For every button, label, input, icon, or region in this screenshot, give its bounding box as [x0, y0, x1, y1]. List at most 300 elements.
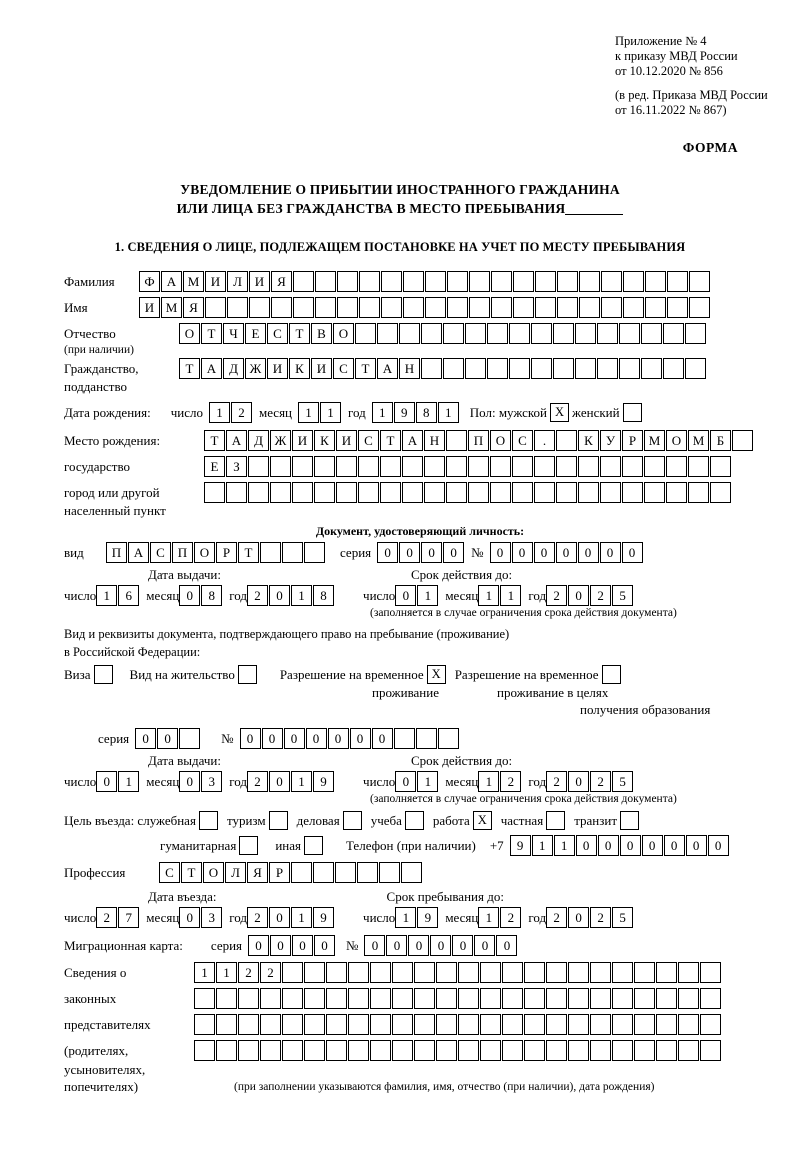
legal-rep-cells-4[interactable] — [194, 1040, 722, 1061]
form-cell[interactable] — [622, 482, 643, 503]
form-cell[interactable]: 0 — [568, 907, 589, 928]
form-cell[interactable] — [402, 456, 423, 477]
form-cell[interactable] — [468, 456, 489, 477]
form-cell[interactable] — [557, 271, 578, 292]
form-cell[interactable] — [524, 1014, 545, 1035]
form-cell[interactable]: 0 — [474, 935, 495, 956]
form-cell[interactable]: 1 — [500, 585, 521, 606]
birth-locality-cells[interactable] — [204, 482, 732, 503]
doc-kind-cells[interactable] — [106, 542, 326, 563]
form-cell[interactable] — [546, 962, 567, 983]
entry-day-cells[interactable] — [96, 907, 140, 928]
birth-month-cells[interactable] — [298, 402, 342, 423]
form-cell[interactable]: 0 — [157, 728, 178, 749]
form-cell[interactable]: Т — [355, 358, 376, 379]
form-cell[interactable]: 0 — [377, 542, 398, 563]
form-cell[interactable] — [381, 271, 402, 292]
form-cell[interactable]: 1 — [118, 771, 139, 792]
form-cell[interactable] — [380, 456, 401, 477]
form-cell[interactable]: 2 — [590, 771, 611, 792]
form-cell[interactable] — [414, 1014, 435, 1035]
form-cell[interactable] — [358, 456, 379, 477]
form-cell[interactable]: 2 — [238, 962, 259, 983]
birth-year-cells[interactable] — [372, 402, 460, 423]
form-cell[interactable]: В — [311, 323, 332, 344]
form-cell[interactable]: 1 — [478, 585, 499, 606]
form-cell[interactable]: О — [203, 862, 224, 883]
form-cell[interactable] — [469, 297, 490, 318]
form-cell[interactable] — [656, 962, 677, 983]
form-cell[interactable] — [480, 988, 501, 1009]
form-cell[interactable]: 0 — [372, 728, 393, 749]
form-cell[interactable] — [666, 482, 687, 503]
form-cell[interactable] — [700, 1040, 721, 1061]
form-cell[interactable] — [612, 1040, 633, 1061]
form-cell[interactable]: Я — [271, 271, 292, 292]
form-cell[interactable] — [403, 297, 424, 318]
form-cell[interactable] — [689, 271, 710, 292]
form-cell[interactable] — [291, 862, 312, 883]
form-cell[interactable] — [392, 1014, 413, 1035]
form-cell[interactable] — [688, 456, 709, 477]
form-cell[interactable]: С — [333, 358, 354, 379]
form-cell[interactable] — [357, 862, 378, 883]
doc-series-cells[interactable] — [377, 542, 465, 563]
checkbox-purpose-transit[interactable] — [620, 811, 639, 830]
form-cell[interactable] — [216, 988, 237, 1009]
form-cell[interactable]: 1 — [209, 402, 230, 423]
form-cell[interactable] — [282, 962, 303, 983]
form-cell[interactable] — [579, 297, 600, 318]
checkbox-female[interactable] — [623, 403, 642, 422]
form-cell[interactable] — [663, 358, 684, 379]
form-cell[interactable]: 0 — [708, 835, 729, 856]
form-cell[interactable] — [392, 988, 413, 1009]
form-cell[interactable]: 0 — [284, 728, 305, 749]
mcard-number-cells[interactable] — [364, 935, 518, 956]
profession-cells[interactable] — [159, 862, 423, 883]
form-cell[interactable]: 0 — [179, 907, 200, 928]
birth-state-cells[interactable] — [204, 430, 754, 451]
form-cell[interactable] — [260, 988, 281, 1009]
form-cell[interactable]: 1 — [194, 962, 215, 983]
form-cell[interactable] — [663, 323, 684, 344]
birth-city-cells[interactable] — [204, 456, 732, 477]
checkbox-purpose-business[interactable] — [343, 811, 362, 830]
form-cell[interactable]: 0 — [395, 771, 416, 792]
checkbox-purpose-work[interactable]: X — [473, 811, 492, 830]
form-cell[interactable]: 0 — [262, 728, 283, 749]
form-cell[interactable] — [443, 323, 464, 344]
form-cell[interactable] — [446, 482, 467, 503]
form-cell[interactable]: 7 — [118, 907, 139, 928]
form-cell[interactable] — [370, 1014, 391, 1035]
form-cell[interactable] — [513, 271, 534, 292]
form-cell[interactable] — [458, 1014, 479, 1035]
form-cell[interactable] — [502, 1040, 523, 1061]
form-cell[interactable] — [689, 297, 710, 318]
form-cell[interactable]: 0 — [386, 935, 407, 956]
form-cell[interactable] — [490, 482, 511, 503]
form-cell[interactable] — [590, 1040, 611, 1061]
form-cell[interactable]: Т — [289, 323, 310, 344]
form-cell[interactable] — [381, 297, 402, 318]
permit-issue-day-cells[interactable] — [96, 771, 140, 792]
form-cell[interactable]: 0 — [620, 835, 641, 856]
form-cell[interactable] — [600, 456, 621, 477]
permit-issue-year-cells[interactable] — [247, 771, 335, 792]
form-cell[interactable] — [424, 482, 445, 503]
form-cell[interactable]: А — [402, 430, 423, 451]
form-cell[interactable] — [491, 297, 512, 318]
doc-valid-year-cells[interactable] — [546, 585, 634, 606]
form-cell[interactable]: 1 — [320, 402, 341, 423]
permit-issue-month-cells[interactable] — [179, 771, 223, 792]
form-cell[interactable]: 1 — [417, 771, 438, 792]
form-cell[interactable]: О — [666, 430, 687, 451]
form-cell[interactable] — [292, 456, 313, 477]
form-cell[interactable] — [490, 456, 511, 477]
form-cell[interactable] — [304, 962, 325, 983]
form-cell[interactable] — [531, 323, 552, 344]
form-cell[interactable]: Р — [622, 430, 643, 451]
form-cell[interactable] — [424, 456, 445, 477]
form-cell[interactable] — [282, 1040, 303, 1061]
form-cell[interactable] — [600, 482, 621, 503]
form-cell[interactable]: Е — [245, 323, 266, 344]
form-cell[interactable] — [370, 962, 391, 983]
form-cell[interactable]: Т — [238, 542, 259, 563]
form-cell[interactable]: А — [201, 358, 222, 379]
form-cell[interactable] — [700, 962, 721, 983]
form-cell[interactable] — [348, 1014, 369, 1035]
form-cell[interactable] — [612, 962, 633, 983]
form-cell[interactable] — [337, 271, 358, 292]
form-cell[interactable] — [667, 271, 688, 292]
form-cell[interactable]: Р — [269, 862, 290, 883]
form-cell[interactable] — [436, 1040, 457, 1061]
form-cell[interactable] — [394, 728, 415, 749]
form-cell[interactable]: 3 — [201, 771, 222, 792]
form-cell[interactable] — [556, 482, 577, 503]
form-cell[interactable] — [370, 988, 391, 1009]
form-cell[interactable] — [641, 323, 662, 344]
patronymic-cells[interactable] — [179, 323, 707, 344]
form-cell[interactable]: М — [688, 430, 709, 451]
doc-issue-month-cells[interactable] — [179, 585, 223, 606]
form-cell[interactable] — [326, 1040, 347, 1061]
form-cell[interactable] — [502, 962, 523, 983]
form-cell[interactable] — [336, 456, 357, 477]
form-cell[interactable] — [249, 297, 270, 318]
form-cell[interactable]: Т — [179, 358, 200, 379]
form-cell[interactable] — [480, 1040, 501, 1061]
form-cell[interactable] — [678, 1040, 699, 1061]
form-cell[interactable]: 0 — [600, 542, 621, 563]
form-cell[interactable] — [710, 456, 731, 477]
form-cell[interactable]: И — [336, 430, 357, 451]
form-cell[interactable] — [590, 988, 611, 1009]
doc-issue-day-cells[interactable] — [96, 585, 140, 606]
form-cell[interactable]: П — [106, 542, 127, 563]
form-cell[interactable] — [315, 297, 336, 318]
form-cell[interactable] — [425, 271, 446, 292]
birth-day-cells[interactable] — [209, 402, 253, 423]
form-cell[interactable]: . — [534, 430, 555, 451]
form-cell[interactable]: 2 — [247, 585, 268, 606]
form-cell[interactable] — [238, 1014, 259, 1035]
form-cell[interactable] — [458, 1040, 479, 1061]
legal-rep-cells-1[interactable] — [194, 962, 722, 983]
form-cell[interactable] — [248, 482, 269, 503]
form-cell[interactable] — [667, 297, 688, 318]
form-cell[interactable] — [414, 988, 435, 1009]
form-cell[interactable] — [512, 482, 533, 503]
form-cell[interactable] — [446, 430, 467, 451]
form-cell[interactable]: Н — [399, 358, 420, 379]
form-cell[interactable]: 9 — [313, 771, 334, 792]
form-cell[interactable]: 8 — [313, 585, 334, 606]
form-cell[interactable] — [216, 1014, 237, 1035]
form-cell[interactable]: 2 — [546, 585, 567, 606]
form-cell[interactable]: К — [289, 358, 310, 379]
form-cell[interactable]: А — [226, 430, 247, 451]
form-cell[interactable]: 1 — [478, 907, 499, 928]
form-cell[interactable] — [634, 1014, 655, 1035]
form-cell[interactable] — [509, 323, 530, 344]
form-cell[interactable] — [226, 482, 247, 503]
form-cell[interactable] — [468, 482, 489, 503]
form-cell[interactable]: 1 — [438, 402, 459, 423]
form-cell[interactable]: З — [226, 456, 247, 477]
form-cell[interactable]: 2 — [546, 907, 567, 928]
form-cell[interactable] — [293, 297, 314, 318]
form-cell[interactable] — [534, 456, 555, 477]
form-cell[interactable] — [465, 358, 486, 379]
form-cell[interactable]: 1 — [478, 771, 499, 792]
form-cell[interactable] — [436, 988, 457, 1009]
form-cell[interactable]: М — [161, 297, 182, 318]
form-cell[interactable]: И — [205, 271, 226, 292]
form-cell[interactable] — [292, 482, 313, 503]
form-cell[interactable] — [260, 1040, 281, 1061]
form-cell[interactable]: А — [161, 271, 182, 292]
form-cell[interactable]: С — [512, 430, 533, 451]
form-cell[interactable] — [204, 482, 225, 503]
form-cell[interactable] — [392, 962, 413, 983]
form-cell[interactable] — [270, 482, 291, 503]
form-cell[interactable]: У — [600, 430, 621, 451]
checkbox-purpose-study[interactable] — [405, 811, 424, 830]
form-cell[interactable]: 0 — [408, 935, 429, 956]
form-cell[interactable]: 0 — [534, 542, 555, 563]
form-cell[interactable]: А — [128, 542, 149, 563]
phone-cells[interactable] — [510, 835, 730, 856]
checkbox-male[interactable]: X — [550, 403, 569, 422]
form-cell[interactable] — [578, 482, 599, 503]
form-cell[interactable]: 0 — [135, 728, 156, 749]
form-cell[interactable] — [270, 456, 291, 477]
legal-rep-cells-3[interactable] — [194, 1014, 722, 1035]
entry-month-cells[interactable] — [179, 907, 223, 928]
form-cell[interactable] — [326, 1014, 347, 1035]
form-cell[interactable]: 0 — [490, 542, 511, 563]
form-cell[interactable] — [710, 482, 731, 503]
name-cells[interactable] — [139, 297, 711, 318]
form-cell[interactable] — [355, 323, 376, 344]
form-cell[interactable]: М — [183, 271, 204, 292]
form-cell[interactable] — [377, 323, 398, 344]
form-cell[interactable]: О — [490, 430, 511, 451]
form-cell[interactable] — [458, 962, 479, 983]
form-cell[interactable]: 2 — [260, 962, 281, 983]
form-cell[interactable]: К — [578, 430, 599, 451]
checkbox-purpose-service[interactable] — [199, 811, 218, 830]
form-cell[interactable]: Д — [248, 430, 269, 451]
form-cell[interactable] — [622, 456, 643, 477]
form-cell[interactable] — [678, 1014, 699, 1035]
form-cell[interactable] — [553, 323, 574, 344]
form-cell[interactable] — [392, 1040, 413, 1061]
form-cell[interactable] — [502, 1014, 523, 1035]
form-cell[interactable]: 1 — [554, 835, 575, 856]
form-cell[interactable] — [553, 358, 574, 379]
form-cell[interactable] — [401, 862, 422, 883]
form-cell[interactable]: 1 — [417, 585, 438, 606]
form-cell[interactable] — [314, 482, 335, 503]
doc-valid-day-cells[interactable] — [395, 585, 439, 606]
form-cell[interactable] — [414, 1040, 435, 1061]
form-cell[interactable] — [634, 1040, 655, 1061]
form-cell[interactable]: И — [139, 297, 160, 318]
form-cell[interactable]: 9 — [313, 907, 334, 928]
form-cell[interactable] — [644, 482, 665, 503]
form-cell[interactable] — [575, 358, 596, 379]
form-cell[interactable] — [194, 1040, 215, 1061]
form-cell[interactable] — [491, 271, 512, 292]
mcard-series-cells[interactable] — [248, 935, 336, 956]
entry-year-cells[interactable] — [247, 907, 335, 928]
form-cell[interactable]: 0 — [576, 835, 597, 856]
form-cell[interactable]: Ж — [270, 430, 291, 451]
checkbox-purpose-other[interactable] — [304, 836, 323, 855]
doc-issue-year-cells[interactable] — [247, 585, 335, 606]
form-cell[interactable]: Ч — [223, 323, 244, 344]
form-cell[interactable] — [358, 482, 379, 503]
form-cell[interactable] — [568, 962, 589, 983]
form-cell[interactable]: Ф — [139, 271, 160, 292]
form-cell[interactable] — [436, 962, 457, 983]
form-cell[interactable] — [326, 962, 347, 983]
form-cell[interactable]: Н — [424, 430, 445, 451]
form-cell[interactable] — [487, 323, 508, 344]
form-cell[interactable] — [238, 988, 259, 1009]
form-cell[interactable] — [282, 542, 303, 563]
form-cell[interactable] — [304, 988, 325, 1009]
form-cell[interactable] — [597, 358, 618, 379]
permit-valid-month-cells[interactable] — [478, 771, 522, 792]
form-cell[interactable] — [336, 482, 357, 503]
form-cell[interactable] — [666, 456, 687, 477]
checkbox-temp-residence[interactable]: X — [427, 665, 446, 684]
form-cell[interactable] — [568, 988, 589, 1009]
form-cell[interactable] — [700, 988, 721, 1009]
form-cell[interactable]: 0 — [568, 585, 589, 606]
form-cell[interactable]: 1 — [372, 402, 393, 423]
form-cell[interactable] — [465, 323, 486, 344]
form-cell[interactable] — [579, 271, 600, 292]
form-cell[interactable]: 0 — [443, 542, 464, 563]
form-cell[interactable] — [534, 482, 555, 503]
form-cell[interactable]: Л — [227, 271, 248, 292]
form-cell[interactable] — [447, 271, 468, 292]
legal-rep-cells-2[interactable] — [194, 988, 722, 1009]
checkbox-purpose-private[interactable] — [546, 811, 565, 830]
stay-month-cells[interactable] — [478, 907, 522, 928]
form-cell[interactable] — [590, 1014, 611, 1035]
form-cell[interactable]: К — [314, 430, 335, 451]
form-cell[interactable]: 0 — [578, 542, 599, 563]
form-cell[interactable]: С — [150, 542, 171, 563]
form-cell[interactable] — [304, 1040, 325, 1061]
form-cell[interactable] — [601, 297, 622, 318]
form-cell[interactable] — [623, 297, 644, 318]
form-cell[interactable] — [379, 862, 400, 883]
form-cell[interactable]: И — [311, 358, 332, 379]
form-cell[interactable]: 0 — [421, 542, 442, 563]
form-cell[interactable]: 3 — [201, 907, 222, 928]
form-cell[interactable]: 8 — [201, 585, 222, 606]
form-cell[interactable]: 9 — [417, 907, 438, 928]
form-cell[interactable] — [293, 271, 314, 292]
form-cell[interactable] — [645, 271, 666, 292]
form-cell[interactable]: А — [377, 358, 398, 379]
form-cell[interactable] — [644, 456, 665, 477]
form-cell[interactable]: 2 — [96, 907, 117, 928]
form-cell[interactable] — [524, 962, 545, 983]
form-cell[interactable] — [535, 271, 556, 292]
checkbox-edu-residence[interactable] — [602, 665, 621, 684]
form-cell[interactable]: 0 — [395, 585, 416, 606]
form-cell[interactable] — [337, 297, 358, 318]
form-cell[interactable] — [590, 962, 611, 983]
form-cell[interactable]: Т — [181, 862, 202, 883]
form-cell[interactable] — [447, 297, 468, 318]
form-cell[interactable] — [438, 728, 459, 749]
form-cell[interactable] — [509, 358, 530, 379]
checkbox-purpose-tourism[interactable] — [269, 811, 288, 830]
form-cell[interactable] — [194, 988, 215, 1009]
form-cell[interactable] — [623, 271, 644, 292]
form-cell[interactable] — [645, 297, 666, 318]
form-cell[interactable] — [656, 988, 677, 1009]
form-cell[interactable]: 0 — [179, 771, 200, 792]
form-cell[interactable] — [416, 728, 437, 749]
form-cell[interactable]: 2 — [590, 585, 611, 606]
form-cell[interactable] — [513, 297, 534, 318]
form-cell[interactable] — [502, 988, 523, 1009]
surname-cells[interactable] — [139, 271, 711, 292]
form-cell[interactable] — [402, 482, 423, 503]
form-cell[interactable]: 2 — [247, 771, 268, 792]
form-cell[interactable] — [568, 1040, 589, 1061]
form-cell[interactable]: С — [267, 323, 288, 344]
form-cell[interactable]: 5 — [612, 907, 633, 928]
form-cell[interactable] — [685, 323, 706, 344]
form-cell[interactable] — [326, 988, 347, 1009]
form-cell[interactable] — [414, 962, 435, 983]
form-cell[interactable] — [531, 358, 552, 379]
